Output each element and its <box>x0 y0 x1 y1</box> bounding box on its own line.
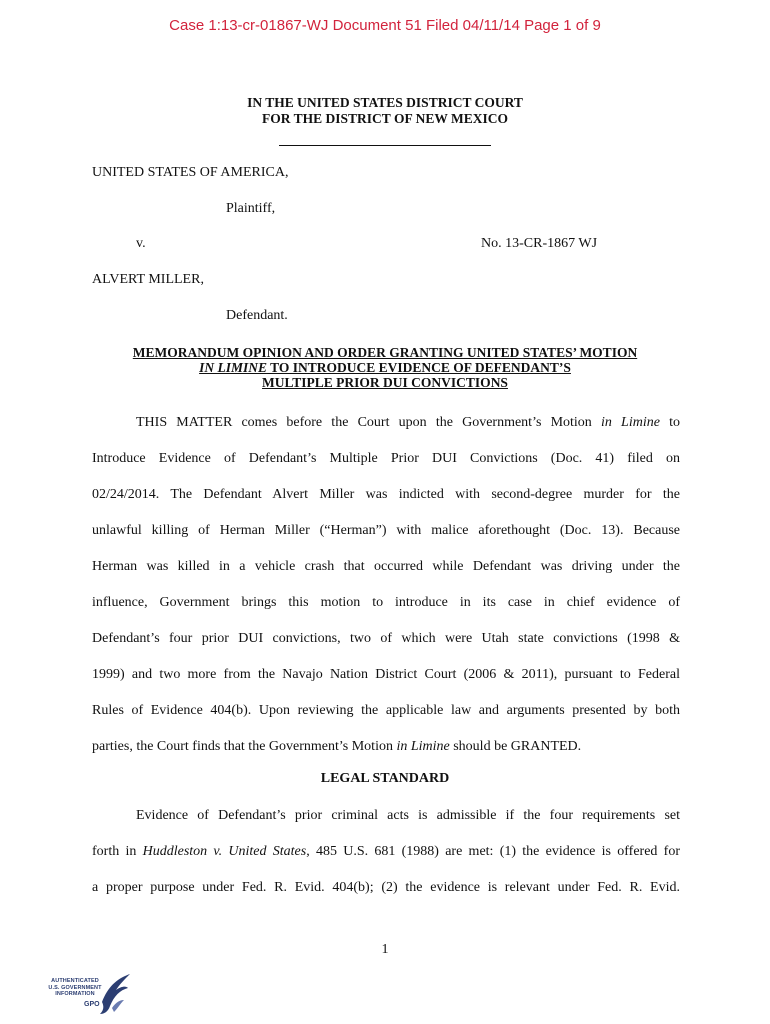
defendant-role: Defendant. <box>226 308 288 323</box>
para1-line-7: Defendant’s four prior DUI convictions, two of which were Utah state convictions (1998 & <box>92 631 680 646</box>
para2-line-3: a proper purpose under Fed. R. Evid. 404(b); (2) the evidence is relevant under Fed. R. Evid. <box>92 880 680 895</box>
eagle-icon <box>98 972 132 1016</box>
defendant-name: ALVERT MILLER, <box>92 272 204 287</box>
court-name <box>0 95 770 127</box>
title-in-limine: IN LIMINE <box>199 360 267 375</box>
para1-line-10: parties, the Court finds that the Government’s Motion in Limine should be GRANTED. <box>92 739 582 754</box>
case-number: No. 13-CR-1867 WJ <box>481 236 598 251</box>
section-heading-legal-standard: LEGAL STANDARD <box>320 771 450 786</box>
para2-line-1: Evidence of Defendant’s prior criminal acts is admissible if the four requirements set <box>136 808 680 823</box>
para1-line-2: Introduce Evidence of Defendant’s Multiple Prior DUI Convictions (Doc. 41) filed on <box>92 451 680 466</box>
ecf-filing-header: Case 1:13-cr-01867-WJ Document 51 Filed 04/11/14 Page 1 of 9 <box>169 17 601 34</box>
para1-line-3: 02/24/2014. The Defendant Alvert Miller was indicted with second-degree murder for the <box>92 487 680 502</box>
plaintiff-role: Plaintiff, <box>226 201 276 216</box>
title-line-3: MULTIPLE PRIOR DUI CONVICTIONS <box>262 375 508 390</box>
para1-line-5: Herman was killed in a vehicle crash that occurred while Defendant was driving under the <box>92 559 680 574</box>
paragraph-intro <box>92 405 680 765</box>
para1-line-6: influence, Government brings this motion to introduce in its case in chief evidence of <box>92 595 680 610</box>
document-title <box>0 345 770 390</box>
para1-line-1: THIS MATTER comes before the Court upon the Government’s Motion in Limine to <box>136 415 680 430</box>
plaintiff-name: UNITED STATES OF AMERICA, <box>92 165 289 180</box>
paragraph-legal-standard <box>92 798 680 906</box>
court-line-2: FOR THE DISTRICT OF NEW MEXICO <box>262 111 508 126</box>
para1-line-4: unlawful killing of Herman Miller (“Herman”) with malice aforethought (Doc. 13). Because <box>92 523 680 538</box>
court-divider <box>279 145 491 146</box>
page-number: 1 <box>381 942 389 957</box>
para2-line-2: forth in Huddleston v. United States, 485 U.S. 681 (1988) are met: (1) the evidence is offered for <box>92 844 680 859</box>
gpo-authentication-logo <box>40 972 150 1020</box>
title-line-1: MEMORANDUM OPINION AND ORDER GRANTING UNITED STATES’ MOTION <box>132 345 638 360</box>
court-line-1: IN THE UNITED STATES DISTRICT COURT <box>247 95 523 110</box>
para1-line-8: 1999) and two more from the Navajo Nation District Court (2006 & 2011), pursuant to Federal <box>92 667 680 682</box>
versus: v. <box>136 236 146 251</box>
title-line-2: TO INTRODUCE EVIDENCE OF DEFENDANT’S <box>266 360 571 375</box>
gpo-abbreviation: GPO <box>84 1001 100 1008</box>
gpo-logo-text: AUTHENTICATED U.S. GOVERNMENT INFORMATION <box>48 978 102 997</box>
para1-line-9: Rules of Evidence 404(b). Upon reviewing the applicable law and arguments presented by both <box>92 703 680 718</box>
